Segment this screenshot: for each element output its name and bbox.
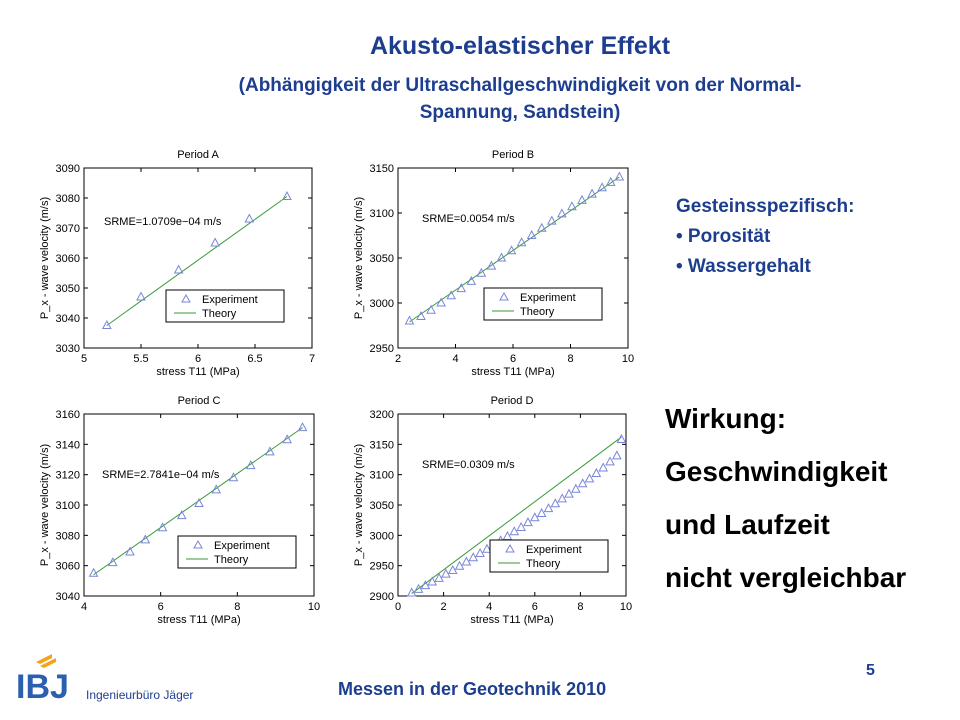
logo-lettering: IBJ (16, 668, 69, 702)
company-logo (14, 652, 84, 702)
bullet-water-content: • Wassergehalt (676, 256, 811, 277)
y-tick-label: 3100 (55, 500, 80, 512)
x-tick-label: 6 (531, 601, 538, 613)
y-tick-label: 3040 (55, 313, 80, 325)
legend-label-experiment: Experiment (214, 540, 270, 552)
y-tick-label: 3050 (369, 500, 394, 512)
y-axis-label: P_x - wave velocity (m/s) (353, 443, 365, 567)
x-tick-label: 5.5 (133, 353, 149, 365)
x-tick-label: 4 (452, 353, 459, 365)
x-tick-label: 6 (157, 601, 164, 613)
x-axis-label: stress T11 (MPa) (471, 366, 555, 378)
y-tick-label: 3150 (369, 439, 394, 452)
y-tick-label: 3060 (55, 253, 80, 265)
legend-label-theory: Theory (214, 554, 249, 566)
y-tick-label: 3160 (55, 409, 80, 421)
effect-line-2: Geschwindigkeit (665, 456, 888, 487)
legend-label-experiment: Experiment (520, 292, 576, 304)
x-tick-label: 6 (509, 353, 517, 365)
x-axis-label: stress T11 (MPa) (156, 366, 240, 378)
effect-line-3: und Laufzeit (665, 509, 830, 540)
chart-period-c (39, 395, 320, 626)
company-name: Ingenieurbüro Jäger (86, 688, 194, 702)
x-tick-label: 8 (567, 353, 574, 365)
x-axis-label: stress T11 (MPa) (470, 614, 554, 626)
plot-frame (84, 414, 314, 596)
y-tick-label: 3140 (55, 439, 80, 452)
y-tick-label: 3070 (55, 223, 80, 235)
y-tick-label: 2950 (369, 560, 394, 573)
y-axis-label: P_x - wave velocity (m/s) (353, 196, 365, 320)
x-axis-label: stress T11 (MPa) (157, 614, 241, 626)
effect-line-1: Wirkung: (665, 403, 787, 434)
chart-period-d (353, 395, 632, 626)
legend-label-experiment: Experiment (526, 544, 582, 556)
y-tick-label: 3100 (369, 208, 394, 220)
x-tick-label: 4 (80, 601, 88, 613)
bullet-porosity: • Porosität (676, 226, 771, 247)
y-tick-label: 3050 (369, 253, 394, 265)
x-tick-label: 8 (234, 601, 241, 613)
y-tick-label: 3040 (55, 591, 80, 603)
x-tick-label: 2 (394, 353, 402, 365)
y-tick-label: 3120 (55, 469, 80, 482)
y-tick-label: 3080 (55, 193, 80, 205)
y-tick-label: 3150 (369, 163, 394, 175)
x-tick-label: 8 (577, 601, 584, 613)
y-tick-label: 2900 (369, 591, 394, 603)
srme-annotation: SRME=1.0709e−04 m/s (104, 216, 222, 228)
y-tick-label: 3080 (55, 530, 80, 543)
event-title: Messen in der Geotechnik 2010 (338, 679, 607, 699)
chart-period-a (39, 149, 315, 378)
x-tick-label: 6.5 (247, 353, 263, 365)
chart-period-b (353, 149, 634, 378)
x-tick-label: 5 (80, 353, 88, 365)
x-tick-label: 10 (621, 353, 635, 365)
y-tick-label: 3050 (55, 283, 80, 295)
legend-label-theory: Theory (202, 308, 237, 320)
chart-title: Period B (491, 149, 535, 161)
x-tick-label: 7 (308, 353, 316, 365)
x-tick-label: 10 (307, 601, 321, 613)
y-tick-label: 3000 (369, 530, 394, 543)
y-tick-label: 3200 (369, 409, 394, 421)
slide-title: Akusto-elastischer Effekt (369, 32, 671, 60)
subtitle-line-1: (Abhängigkeit der Ultraschallgeschwindigkeit von der Normal- (238, 75, 802, 96)
x-tick-label: 4 (486, 601, 493, 613)
chart-title: Period D (490, 395, 534, 407)
chart-title: Period A (177, 149, 219, 161)
rock-specific-box (676, 192, 854, 282)
y-axis-label: P_x - wave velocity (m/s) (39, 196, 51, 320)
y-tick-label: 3000 (369, 298, 394, 310)
srme-annotation: SRME=0.0054 m/s (422, 213, 515, 225)
y-tick-label: 3030 (55, 343, 80, 355)
effect-line-4: nicht vergleichbar (665, 562, 907, 593)
x-tick-label: 0 (394, 601, 402, 613)
rock-specific-heading: Gesteinsspezifisch: (676, 196, 855, 217)
srme-annotation: SRME=2.7841e−04 m/s (102, 469, 220, 481)
y-tick-label: 3100 (369, 469, 394, 482)
x-tick-label: 2 (440, 601, 447, 613)
legend-label-theory: Theory (526, 558, 561, 570)
x-tick-label: 10 (619, 601, 633, 613)
y-axis-label: P_x - wave velocity (m/s) (39, 443, 51, 567)
y-tick-label: 2950 (369, 343, 394, 355)
effect-statement (665, 392, 906, 604)
srme-annotation: SRME=0.0309 m/s (422, 459, 515, 471)
page-number: 5 (866, 662, 875, 679)
subtitle-line-2: Spannung, Sandstein) (419, 102, 621, 123)
y-tick-label: 3090 (55, 163, 80, 175)
y-tick-label: 3060 (55, 560, 80, 573)
x-tick-label: 6 (194, 353, 202, 365)
chart-title: Period C (177, 395, 221, 407)
legend-label-experiment: Experiment (202, 294, 258, 306)
legend-label-theory: Theory (520, 306, 555, 318)
